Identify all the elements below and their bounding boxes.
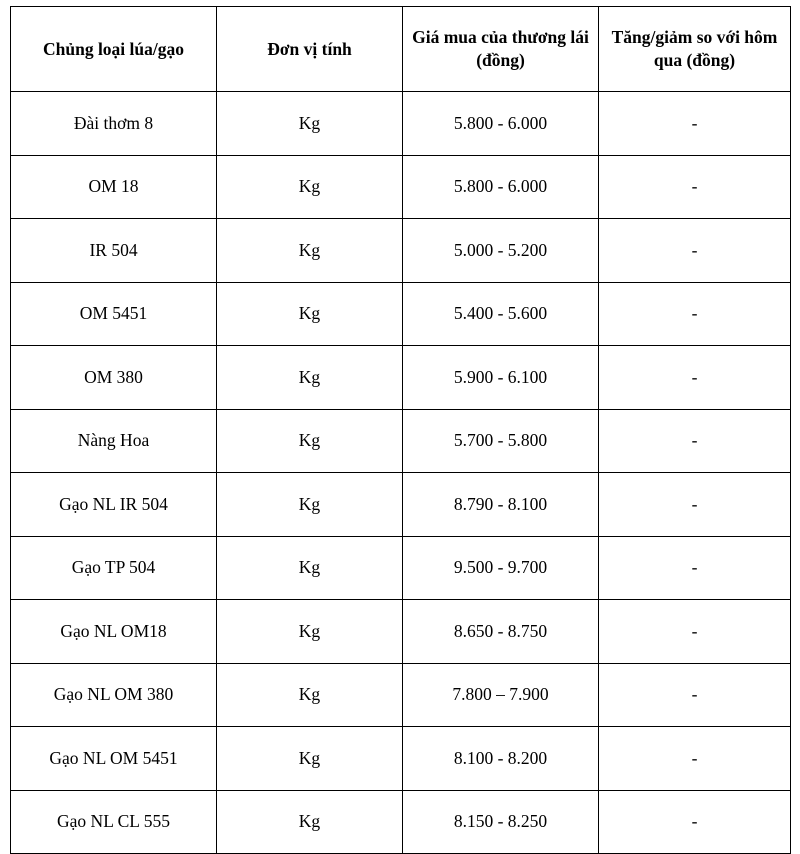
- cell-unit: Kg: [217, 409, 403, 473]
- column-header-unit: Đơn vị tính: [217, 7, 403, 92]
- cell-change: -: [599, 727, 791, 791]
- cell-price: 8.790 - 8.100: [403, 473, 599, 537]
- cell-unit: Kg: [217, 727, 403, 791]
- cell-unit: Kg: [217, 282, 403, 346]
- cell-unit: Kg: [217, 536, 403, 600]
- table-row: [11, 155, 791, 219]
- cell-unit: Kg: [217, 473, 403, 537]
- table-row: [11, 790, 791, 854]
- cell-price: 8.150 - 8.250: [403, 790, 599, 854]
- cell-unit: Kg: [217, 219, 403, 283]
- cell-type: Gạo NL OM 5451: [11, 727, 217, 791]
- cell-change: -: [599, 282, 791, 346]
- cell-type: OM 5451: [11, 282, 217, 346]
- cell-change: -: [599, 600, 791, 664]
- table-row: [11, 219, 791, 283]
- cell-type: Nàng Hoa: [11, 409, 217, 473]
- table-row: [11, 600, 791, 664]
- cell-price: 5.800 - 6.000: [403, 92, 599, 156]
- cell-change: -: [599, 536, 791, 600]
- table-row: [11, 727, 791, 791]
- cell-change: -: [599, 473, 791, 537]
- cell-type: IR 504: [11, 219, 217, 283]
- table-row: [11, 282, 791, 346]
- table-row: [11, 92, 791, 156]
- cell-unit: Kg: [217, 600, 403, 664]
- cell-type: Gạo NL OM 380: [11, 663, 217, 727]
- rice-price-table: [10, 6, 791, 854]
- cell-type: OM 380: [11, 346, 217, 410]
- table-body: [11, 92, 791, 854]
- cell-unit: Kg: [217, 346, 403, 410]
- cell-change: -: [599, 346, 791, 410]
- cell-type: Đài thơm 8: [11, 92, 217, 156]
- cell-price: 7.800 – 7.900: [403, 663, 599, 727]
- cell-change: -: [599, 790, 791, 854]
- column-header-price: Giá mua của thương lái (đồng): [403, 7, 599, 92]
- cell-type: Gạo TP 504: [11, 536, 217, 600]
- cell-price: 5.400 - 5.600: [403, 282, 599, 346]
- cell-type: Gạo NL IR 504: [11, 473, 217, 537]
- cell-unit: Kg: [217, 92, 403, 156]
- cell-price: 8.100 - 8.200: [403, 727, 599, 791]
- cell-unit: Kg: [217, 155, 403, 219]
- cell-price: 5.900 - 6.100: [403, 346, 599, 410]
- cell-price: 5.800 - 6.000: [403, 155, 599, 219]
- table-row: [11, 409, 791, 473]
- cell-type: Gạo NL CL 555: [11, 790, 217, 854]
- table-header: [11, 7, 791, 92]
- cell-change: -: [599, 219, 791, 283]
- cell-type: Gạo NL OM18: [11, 600, 217, 664]
- cell-change: -: [599, 155, 791, 219]
- cell-price: 8.650 - 8.750: [403, 600, 599, 664]
- table-row: [11, 473, 791, 537]
- table-row: [11, 346, 791, 410]
- table-row: [11, 663, 791, 727]
- cell-unit: Kg: [217, 663, 403, 727]
- cell-change: -: [599, 409, 791, 473]
- table-header-row: [11, 7, 791, 92]
- column-header-type: Chủng loại lúa/gạo: [11, 7, 217, 92]
- cell-change: -: [599, 92, 791, 156]
- cell-price: 5.000 - 5.200: [403, 219, 599, 283]
- cell-unit: Kg: [217, 790, 403, 854]
- cell-price: 9.500 - 9.700: [403, 536, 599, 600]
- column-header-change: Tăng/giảm so với hôm qua (đồng): [599, 7, 791, 92]
- cell-change: -: [599, 663, 791, 727]
- cell-type: OM 18: [11, 155, 217, 219]
- table-row: [11, 536, 791, 600]
- cell-price: 5.700 - 5.800: [403, 409, 599, 473]
